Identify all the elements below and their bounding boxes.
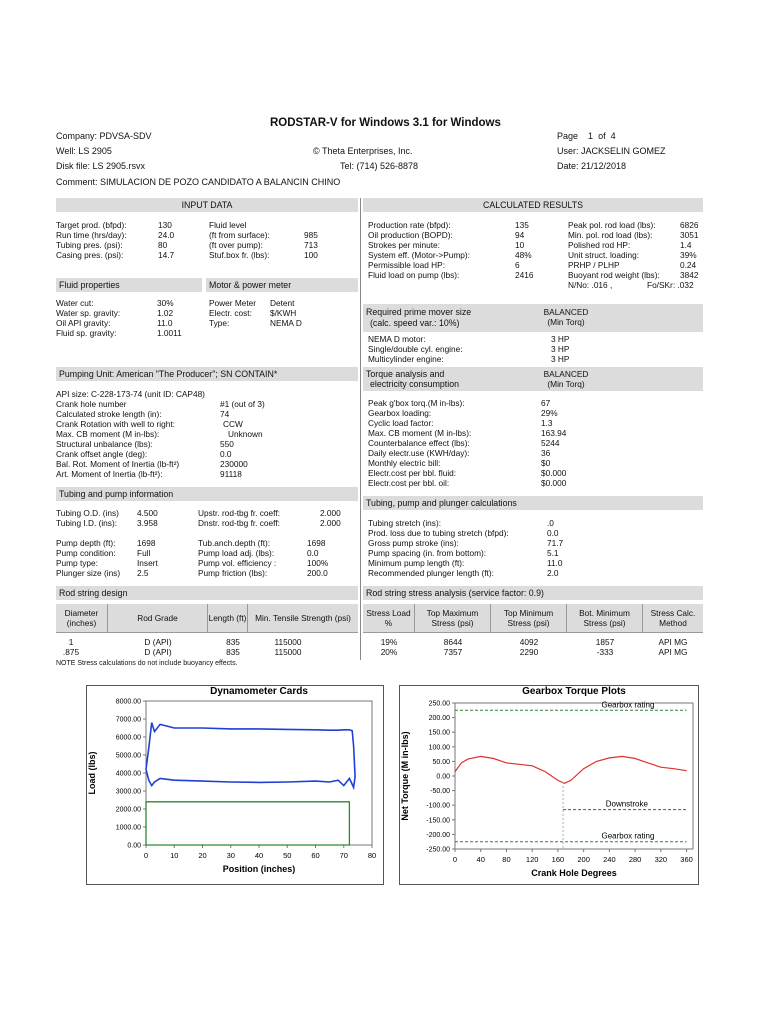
x-tick-label: 0	[452, 855, 458, 864]
rod-header-tensile: Min. Tensile Strength (psi)	[248, 604, 358, 632]
comment: Comment: SIMULACION DE POZO CANDIDATO A BALANCIN CHINO	[56, 177, 341, 187]
telephone: Tel: (714) 526-8878	[340, 161, 419, 171]
x-tick-label: 20	[198, 851, 207, 860]
tpp-values: .0 0.0 71.7 5.1 11.0 2.0	[547, 518, 564, 578]
x-axis-label: Crank Hole Degrees	[531, 868, 617, 878]
torque-labels: Peak g'box torq.(M in-lbs): Gearbox loading: Cyclic load factor: Max. CB moment (M in-lbs): Counterbalance effect (lbs): Daily electr.use (KWH/day): Monthly electric bill: Electr.cost per bbl. fluid: Electr.cost per bbl. oil:	[368, 398, 472, 488]
y-tick-label: -100.00	[426, 802, 450, 810]
x-tick-label: 80	[502, 855, 511, 864]
user: User: JACKSELIN GOMEZ	[557, 146, 666, 156]
input-col2-labels: Fluid level (ft from surface): (ft over pump): Stuf.box fr. (lbs):	[209, 220, 270, 260]
y-tick-label: 0.00	[127, 842, 141, 850]
tubing-labels: Tubing O.D. (ins) Tubing I.D. (ins):	[56, 508, 119, 528]
x-tick-label: 0	[143, 851, 149, 860]
dynamometer-chart	[86, 685, 384, 885]
rod-stress-analysis-header: Rod string stress analysis (service factor: 0.9)	[363, 586, 703, 600]
tpp-labels: Tubing stretch (ins): Prod. loss due to tubing stretch (bfpd): Gross pump stroke (ins): Pump spacing (in. from bottom): Minimum pump length (ft): Recommended plunger length (ft):	[368, 518, 509, 578]
y-tick-label: -250.00	[426, 846, 450, 854]
y-tick-label: -200.00	[426, 831, 450, 839]
y-tick-label: 6000.00	[115, 734, 141, 742]
theta-copyright: © Theta Enterprises, Inc.	[313, 146, 413, 156]
pumping-unit-labels: Crank hole number Calculated stroke length (in): Crank Rotation with well to right: Max. CB moment (M in-lbs): Structural unbalance (lbs): Crank offset angle (deg): Bal. Rot. Moment of Inertia (lb-ft²) Art. Moment of Inertia (lb-ft²):	[56, 399, 180, 479]
x-tick-label: 50	[283, 851, 292, 860]
x-tick-label: 60	[311, 851, 320, 860]
page-indicator	[557, 131, 616, 142]
calc-col1-values: 135 94 10 48% 6 2416	[515, 220, 534, 280]
calculated-results-header: CALCULATED RESULTS	[363, 198, 703, 212]
torque-analysis-header: Torque analysis and electricity consumption	[363, 367, 703, 391]
x-tick-label: 280	[628, 855, 642, 864]
gearbox-torque-chart	[399, 685, 699, 885]
stress-header-top-min: Top Minimum Stress (psi)	[491, 604, 567, 632]
y-tick-label: 1000.00	[115, 824, 141, 832]
tubing-values: 4.500 3.958	[137, 508, 158, 528]
rod-header-grade: Rod Grade	[108, 604, 208, 632]
tubing-pump-info-header: Tubing and pump information	[56, 487, 358, 501]
nno-ratio: N/No: .016 ,	[568, 280, 613, 290]
table-row: 19% 20%	[380, 637, 398, 657]
pump-labels: Pump depth (ft): Pump condition: Pump type: Plunger size (ins)	[56, 538, 121, 578]
torque-values: 67 29% 1.3 163.94 5244 36 $0 $0.000 $0.000	[541, 398, 567, 488]
rod-header-diameter: Diameter (inches)	[56, 604, 108, 632]
stress-table-rule	[363, 632, 703, 633]
fluid-properties-header: Fluid properties	[56, 278, 202, 292]
friction-values: 2.000 2.000	[320, 508, 341, 528]
chart-title: Dynamometer Cards	[210, 686, 308, 697]
page-number: 1	[588, 131, 594, 141]
x-tick-label: 240	[603, 855, 616, 864]
y-tick-label: 5000.00	[115, 752, 141, 760]
y-tick-label: 0.00	[436, 773, 450, 781]
company: Company: PDVSA-SDV	[56, 131, 152, 141]
table-row: 8644 7357	[443, 637, 463, 657]
fluid-values: 30% 1.02 11.0 1.0011	[157, 298, 182, 338]
y-tick-label: -150.00	[426, 817, 450, 825]
fosk-ratio: Fo/SKr: .032	[647, 280, 694, 290]
downstroke-label: Downstroke	[605, 799, 648, 809]
tubing-pump-plunger-header: Tubing, pump and plunger calculations	[363, 496, 703, 510]
input-col2-values: 985 713 100	[304, 230, 318, 260]
motor-labels: Power Meter Electr. cost: Type:	[209, 298, 257, 328]
chart-title: Gearbox Torque Plots	[522, 686, 626, 697]
y-tick-label: 8000.00	[115, 698, 141, 706]
x-tick-label: 40	[254, 851, 264, 860]
input-col1-labels: Target prod. (bfpd): Run time (hrs/day): Tubing pres. (psi): Casing pres. (psi):	[56, 220, 127, 260]
x-axis-label: Position (inches)	[222, 864, 296, 874]
well: Well: LS 2905	[56, 146, 112, 156]
x-tick-label: 30	[226, 851, 235, 860]
x-tick-label: 80	[367, 851, 377, 860]
input-col1-values: 130 24.0 80 14.7	[158, 220, 175, 260]
gearbox-rating-top-label: Gearbox rating	[601, 700, 655, 710]
table-row: D (API) D (API)	[144, 637, 172, 657]
y-tick-label: 3000.00	[115, 788, 141, 796]
stress-header-top-max: Top Maximum Stress (psi)	[415, 604, 491, 632]
x-tick-label: 120	[525, 855, 539, 864]
balanced-min-torq-label: BALANCED (Min Torq)	[543, 307, 589, 327]
stress-note: NOTE Stress calculations do not include buoyancy effects.	[56, 660, 238, 667]
x-tick-label: 10	[170, 851, 179, 860]
table-row: API MG API MG	[658, 637, 688, 657]
pump-values: 1698 Full Insert 2.5	[137, 538, 158, 578]
calc-col2-values: 6826 3051 1.4 39% 0.24 3842	[680, 220, 699, 280]
table-row: 1857 -333	[595, 637, 615, 657]
y-tick-label: -50.00	[430, 788, 450, 796]
calc-col1-labels: Production rate (bfpd): Oil production (BOPD): Strokes per minute: System eff. (Motor->Pump): Permissible load HP: Fluid load on pump (lbs):	[368, 220, 470, 280]
input-data-header: INPUT DATA	[56, 198, 358, 212]
friction-labels: Upstr. rod-tbg fr. coeff: Dnstr. rod-tbg fr. coeff:	[198, 508, 280, 528]
stress-header-method: Stress Calc. Method	[643, 604, 703, 632]
stress-header-load: Stress Load %	[363, 604, 415, 632]
date: Date: 21/12/2018	[557, 161, 627, 171]
prime-mover-header: Required prime mover size (calc. speed var.: 10%)	[363, 304, 703, 332]
x-tick-label: 200	[577, 855, 590, 864]
prime-mover-values: 3 HP 3 HP 3 HP	[551, 334, 570, 364]
page-total: 4	[610, 131, 616, 141]
y-tick-label: 50.00	[432, 758, 450, 766]
pumping-unit-values: #1 (out of 3) 74 CCW Unknown 550 0.0 230000 91118	[220, 399, 265, 479]
report-title: RODSTAR-V for Windows 3.1 for Windows	[270, 117, 501, 129]
y-tick-label: 7000.00	[115, 716, 141, 724]
table-row: 835 835	[226, 637, 240, 657]
disk-file: Disk file: LS 2905.rsvx	[56, 161, 146, 171]
page-of: of	[598, 131, 606, 141]
rod-string-design-header: Rod string design	[56, 586, 358, 600]
page-label: Page	[557, 131, 579, 141]
motor-values: Detent $/KWH NEMA D	[270, 298, 302, 328]
x-tick-label: 40	[476, 855, 485, 864]
x-tick-label: 360	[680, 855, 693, 864]
table-row: 1 .875	[62, 637, 80, 657]
table-row: 115000 115000	[274, 637, 302, 657]
y-tick-label: 150.00	[428, 729, 450, 737]
balanced-min-torq-label: BALANCED (Min Torq)	[543, 369, 589, 389]
y-tick-label: 200.00	[428, 715, 450, 723]
column-divider	[360, 198, 361, 660]
y-tick-label: 100.00	[428, 744, 450, 752]
fluid-labels: Water cut: Water sp. gravity: Oil API gravity: Fluid sp. gravity:	[56, 298, 121, 338]
pumping-unit-header: Pumping Unit: American "The Producer"; SN CONTAIN*	[56, 367, 358, 381]
pump-adj-labels: Tub.anch.depth (ft): Pump load adj. (lbs): Pump vol. efficiency : Pump friction (lbs):	[198, 538, 277, 578]
gearbox-rating-bottom-label: Gearbox rating	[601, 831, 655, 841]
y-tick-label: 250.00	[428, 700, 450, 708]
prime-mover-labels: NEMA D motor: Single/double cyl. engine: Multicylinder engine:	[368, 334, 463, 364]
pump-adj-values: 1698 0.0 100% 200.0	[307, 538, 329, 578]
rod-table-rule	[56, 632, 358, 633]
pumping-unit-api-size: API size: C-228-173-74 (unit ID: CAP48)	[56, 389, 205, 399]
x-tick-label: 70	[339, 851, 348, 860]
x-tick-label: 320	[654, 855, 668, 864]
motor-power-meter-header: Motor & power meter	[206, 278, 358, 292]
y-axis-label: Net Torque (M in-lbs)	[400, 731, 410, 821]
y-axis-label: Load (lbs)	[87, 751, 97, 795]
rod-header-length: Length (ft)	[208, 604, 248, 632]
table-row: 4092 2290	[519, 637, 539, 657]
stress-header-bot-min: Bot. Minimum Stress (psi)	[567, 604, 643, 632]
y-tick-label: 2000.00	[115, 806, 141, 814]
calc-col2-labels: Peak pol. rod load (lbs): Min. pol. rod load (lbs): Polished rod HP: Unit struct. loading: PRHP / PLHP Buoyant rod weight (lbs):	[568, 220, 660, 280]
y-tick-label: 4000.00	[115, 770, 141, 778]
x-tick-label: 160	[551, 855, 565, 864]
